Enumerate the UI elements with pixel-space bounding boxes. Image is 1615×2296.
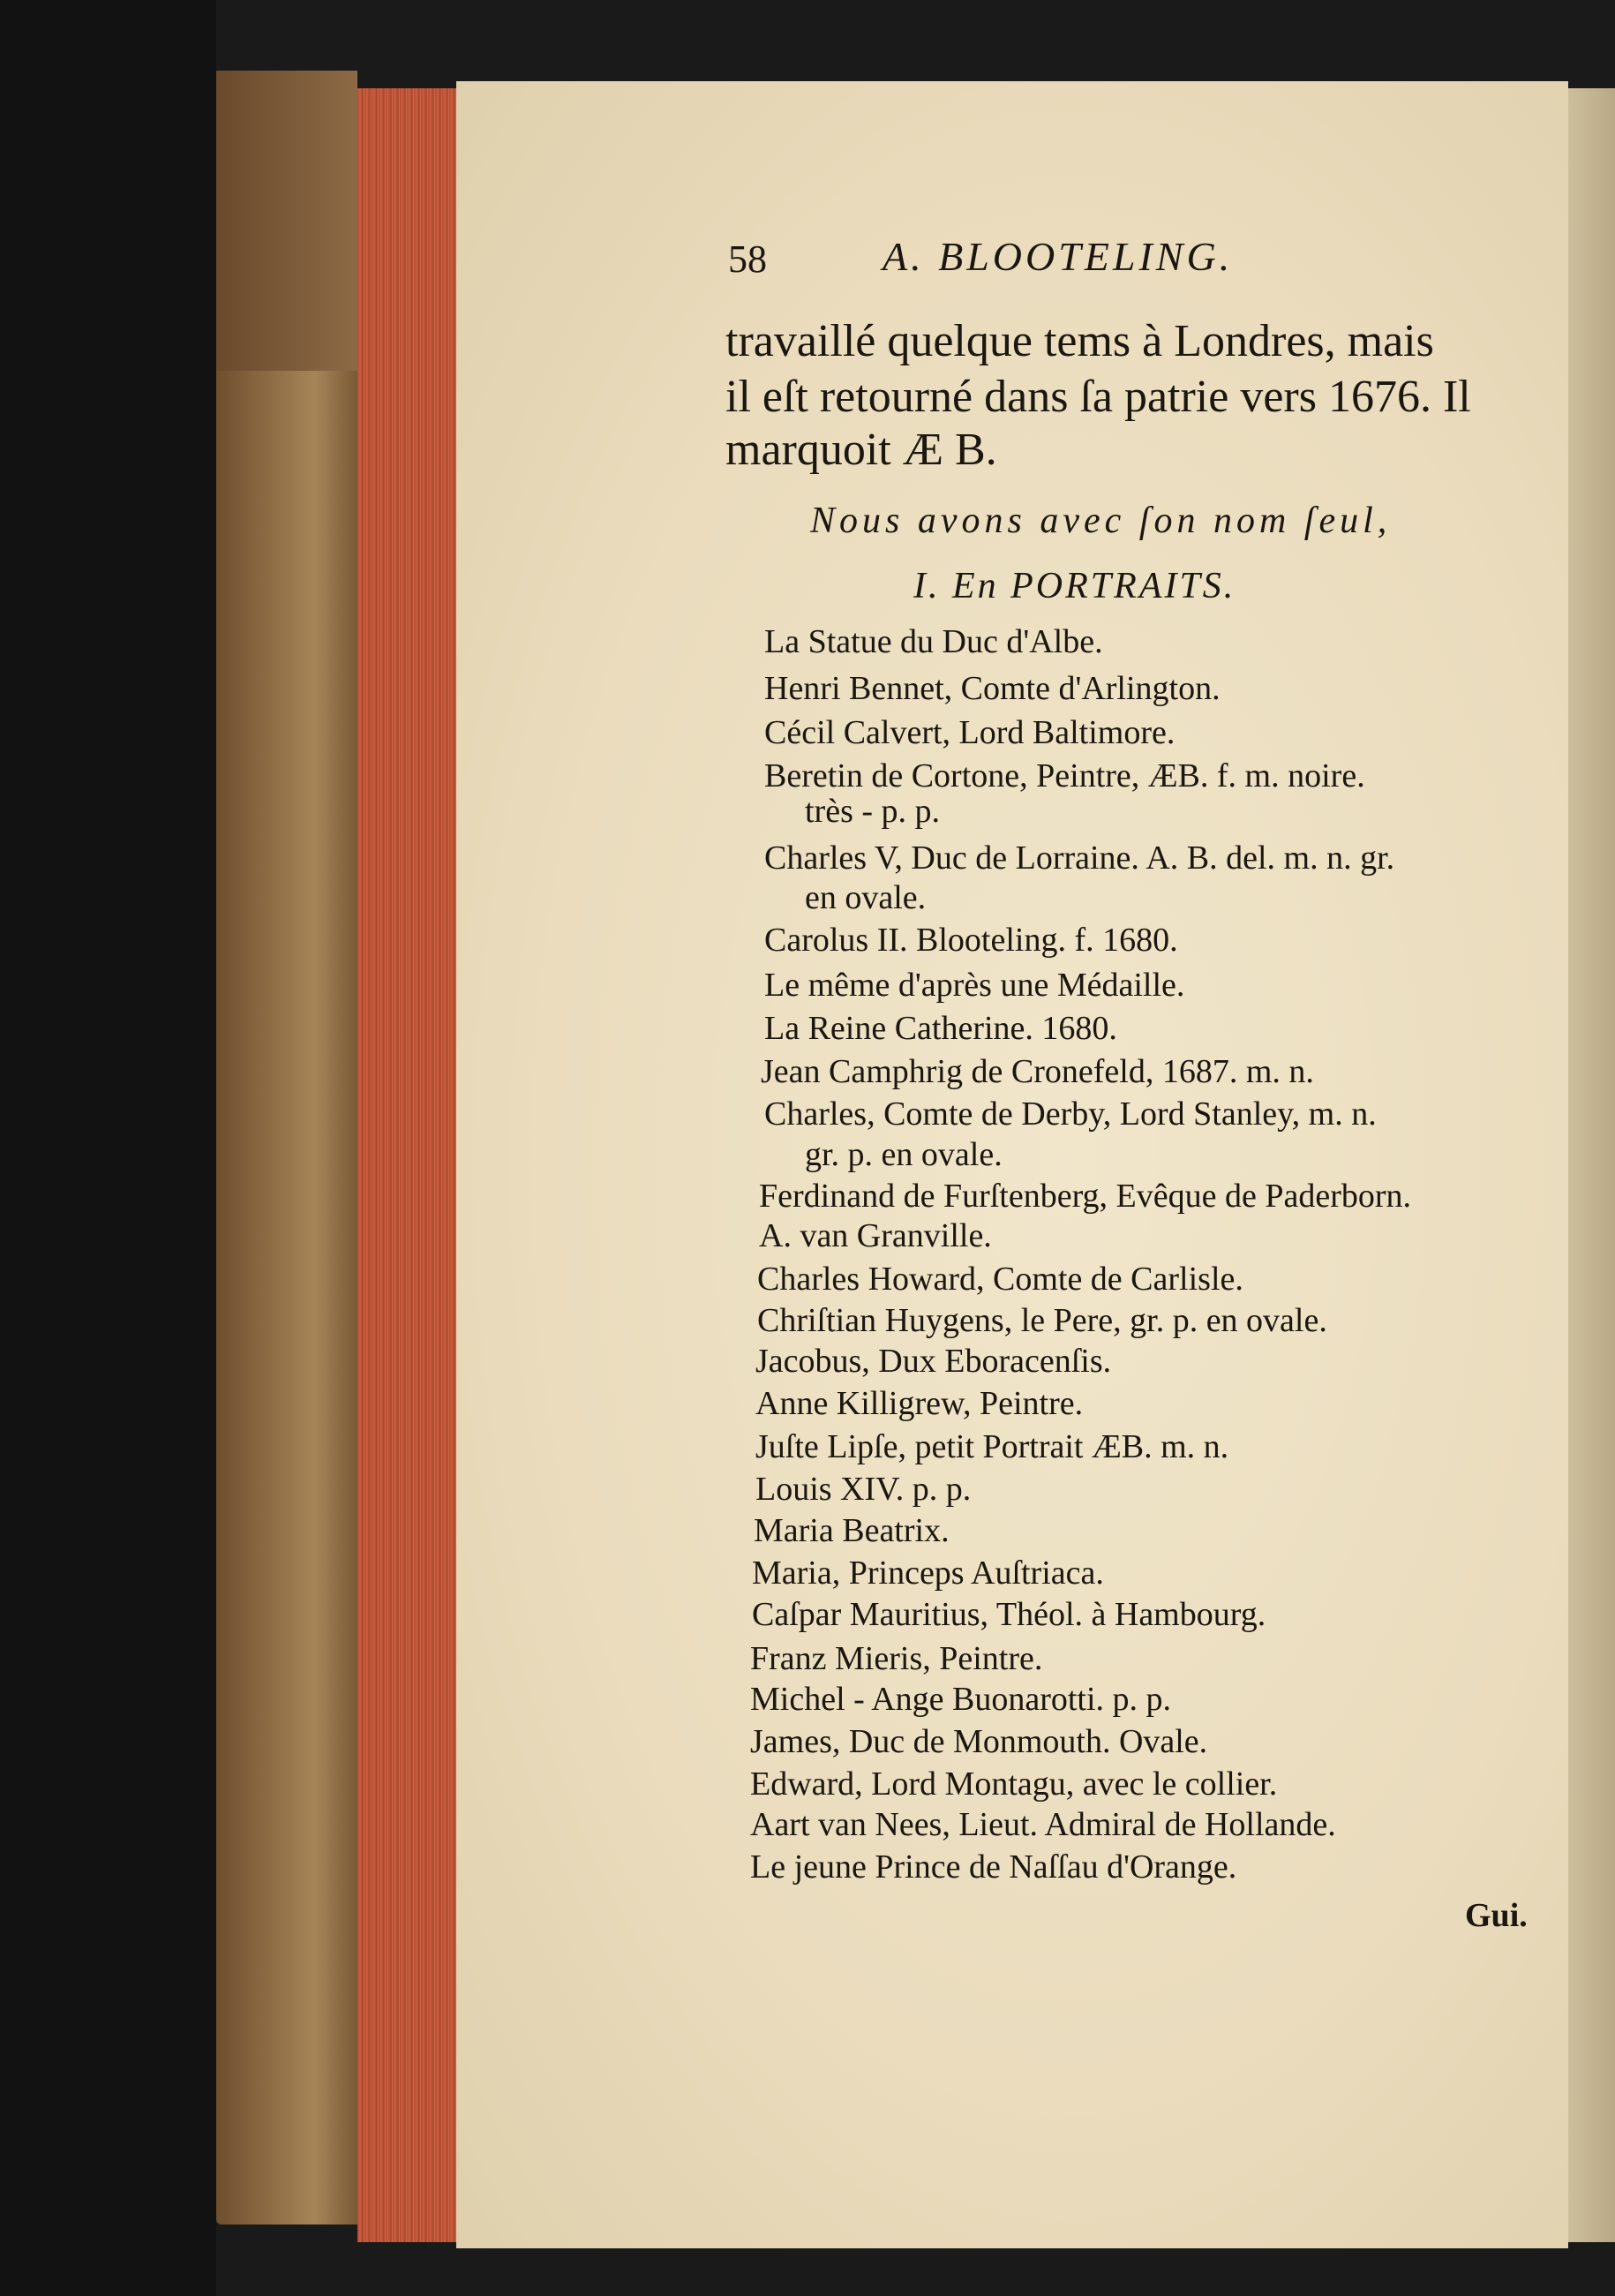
intro-line-1: travaillé quelque tems à Londres, mais — [725, 316, 1434, 366]
entry: Chriſtian Huygens, le Pere, gr. p. en ovale. — [757, 1302, 1327, 1339]
entry: Charles, Comte de Derby, Lord Stanley, m. n. — [764, 1095, 1377, 1133]
entry: Jean Camphrig de Cronefeld, 1687. m. n. — [761, 1053, 1314, 1090]
entry: A. van Granville. — [759, 1217, 992, 1254]
catchword: Gui. — [1465, 1897, 1528, 1934]
entry: Maria, Princeps Auſtriaca. — [752, 1555, 1104, 1592]
entry: Charles Howard, Comte de Carlisle. — [757, 1261, 1243, 1298]
entry: Henri Bennet, Comte d'Arlington. — [764, 670, 1221, 707]
entry-continuation: très - p. p. — [805, 793, 941, 830]
entry: Carolus II. Blooteling. f. 1680. — [764, 922, 1178, 959]
red-page-edges — [357, 88, 456, 2242]
intro-line-3: marquoit Æ B. — [725, 425, 997, 475]
page-number: 58 — [728, 237, 767, 281]
entry: Ferdinand de Furſtenberg, Evêque de Paderborn. — [759, 1178, 1412, 1215]
entry: Maria Beatrix. — [754, 1512, 950, 1549]
facing-page-edge — [1568, 88, 1615, 2242]
intro-line-2: il eſt retourné dans ſa patrie vers 1676. Il — [725, 372, 1471, 422]
entry: Louis XIV. p. p. — [755, 1471, 972, 1508]
entry-continuation: en ovale. — [805, 879, 927, 916]
entry: Edward, Lord Montagu, avec le collier. — [750, 1765, 1278, 1803]
section-note: Nous avons avec ſon nom ſeul, — [810, 501, 1392, 541]
book-cover-spine — [216, 71, 357, 2224]
entry-continuation: gr. p. en ovale. — [805, 1136, 1003, 1173]
entry: James, Duc de Monmouth. Ovale. — [750, 1723, 1208, 1760]
entry: Beretin de Cortone, Peintre, ÆB. f. m. noire. — [764, 757, 1365, 794]
entry: Michel - Ange Buonarotti. p. p. — [750, 1681, 1172, 1718]
entry: Juſte Lipſe, petit Portrait ÆB. m. n. — [755, 1428, 1229, 1465]
entry: Franz Mieris, Peintre. — [750, 1640, 1043, 1677]
entry: La Reine Catherine. 1680. — [764, 1010, 1117, 1047]
entry: Aart van Nees, Lieut. Admiral de Hollande. — [750, 1806, 1336, 1843]
book-board-left — [0, 0, 216, 2296]
entry: Le même d'après une Médaille. — [764, 967, 1185, 1004]
entry: La Statue du Duc d'Albe. — [764, 623, 1103, 660]
entry: Cécil Calvert, Lord Baltimore. — [764, 714, 1176, 751]
book-cover-band — [216, 71, 357, 371]
entry: Le jeune Prince de Naſſau d'Orange. — [750, 1848, 1237, 1886]
section-heading: I. En PORTRAITS. — [913, 566, 1236, 606]
entry: Jacobus, Dux Eboracenſis. — [755, 1343, 1112, 1380]
entry: Caſpar Mauritius, Théol. à Hambourg. — [752, 1596, 1266, 1633]
entry: Charles V, Duc de Lorraine. A. B. del. m. n. gr. — [764, 839, 1395, 877]
entry: Anne Killigrew, Peintre. — [755, 1385, 1084, 1422]
running-title: A. BLOOTELING. — [883, 234, 1234, 279]
